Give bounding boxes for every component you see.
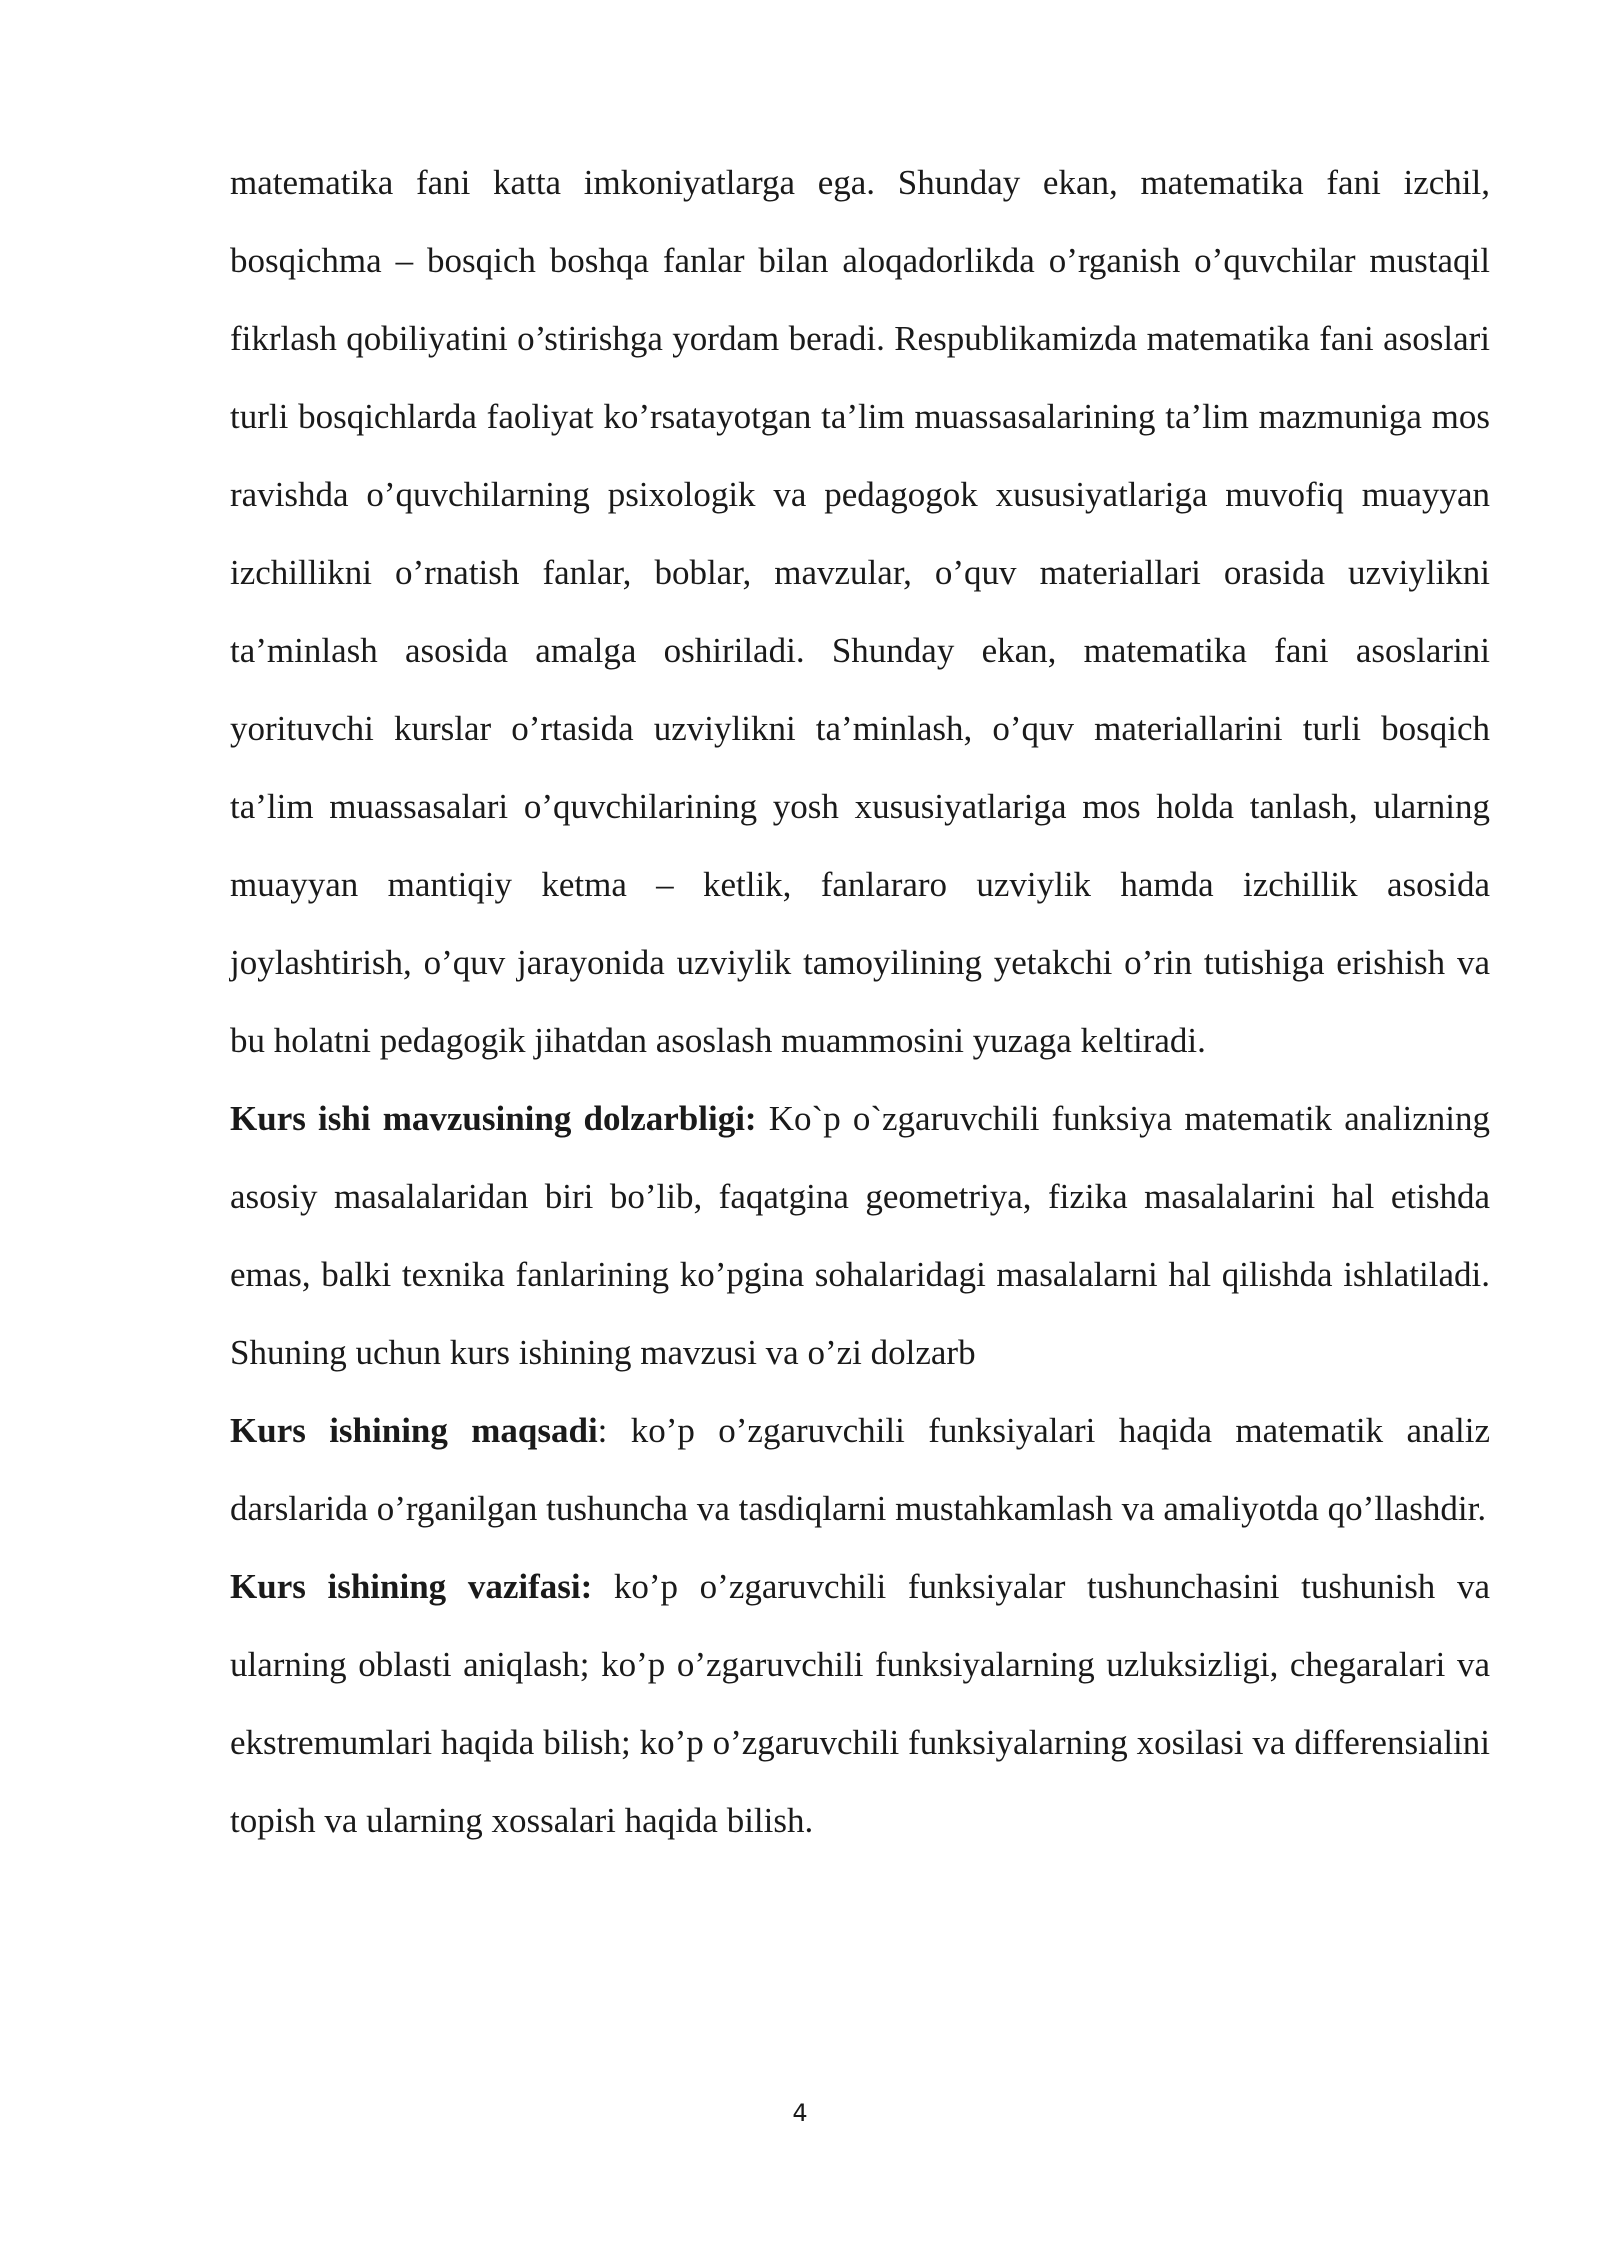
intro-paragraph: matematika fani katta imkoniyatlarga ega. Shunday ekan, matematika fani izchil, bosqichma – bosqich boshqa fanlar bilan aloqadorlikda o’rganish o’quvchilar mustaqil fikrlash qobiliyatini o’stirishga yordam beradi. Respublikamizda matematika fani asoslari turli bosqichlarda faoliyat ko’rsatayotgan ta’lim muassasalarining ta’lim mazmuniga mos ravishda o’quvchilarning psixologik va pedagogok xususiyatlariga muvofiq muayyan izchillikni o’rnatish fanlar, boblar, mavzular, o’quv materiallari orasida uzviylikni ta’minlash asosida amalga oshiriladi. Shunday ekan, matematika fani asoslarini yorituvchi kurslar o’rtasida uzviylikni ta’minlash, o’quv materiallarini turli bosqich ta’lim muassasalari o’quvchilarining yosh xususiyatlariga mos holda tanlash, ularning muayyan mantiqiy ketma – ketlik, fanlararo uzviylik hamda izchillik asosida joylashtirish, o’quv jarayonida uzviylik tamoyilining yetakchi o’rin tutishiga erishish va bu holatni pedagogik jihatdan asoslash muammosini yuzaga keltiradi. [230,163,1490,1060]
relevance-text: Ko`p o`zgaruvchili funksiya matematik analizning asosiy masalalaridan biri bo’lib, faqatgina geometriya, fizika masalalarini hal etishda emas, balki texnika fanlarining ko’pgina sohalaridagi masalalarni hal qilishda ishlatiladi. Shuning uchun kurs ishining mavzusi va o’zi dolzarb [230,1099,1490,1372]
tasks-heading: Kurs ishining vazifasi: [230,1567,593,1606]
tasks-paragraph [230,1548,1490,1860]
goal-text: : ko’p o’zgaruvchili funksiyalari haqida matematik analiz darslarida o’rganilgan tushuncha va tasdiqlarni mustahkamlash va amaliyotda qo’llashdir. [230,1411,1490,1528]
goal-heading: Kurs ishining maqsadi [230,1411,598,1450]
goal-paragraph [230,1392,1490,1548]
relevance-heading: Kurs ishi mavzusining dolzarbligi: [230,1099,757,1138]
page-number: 4 [792,2099,808,2127]
tasks-text: ko’p o’zgaruvchili funksiyalar tushunchasini tushunish va ularning oblasti aniqlash; ko’p o’zgaruvchili funksiyalarning uzluksizligi, chegaralari va ekstremumlari haqida bilish; ko’p o’zgaruvchili funksiyalarning xosilasi va differensialini topish va ularning xossalari haqida bilish. [230,1567,1490,1840]
document-body [230,144,1490,1860]
relevance-paragraph [230,1080,1490,1392]
